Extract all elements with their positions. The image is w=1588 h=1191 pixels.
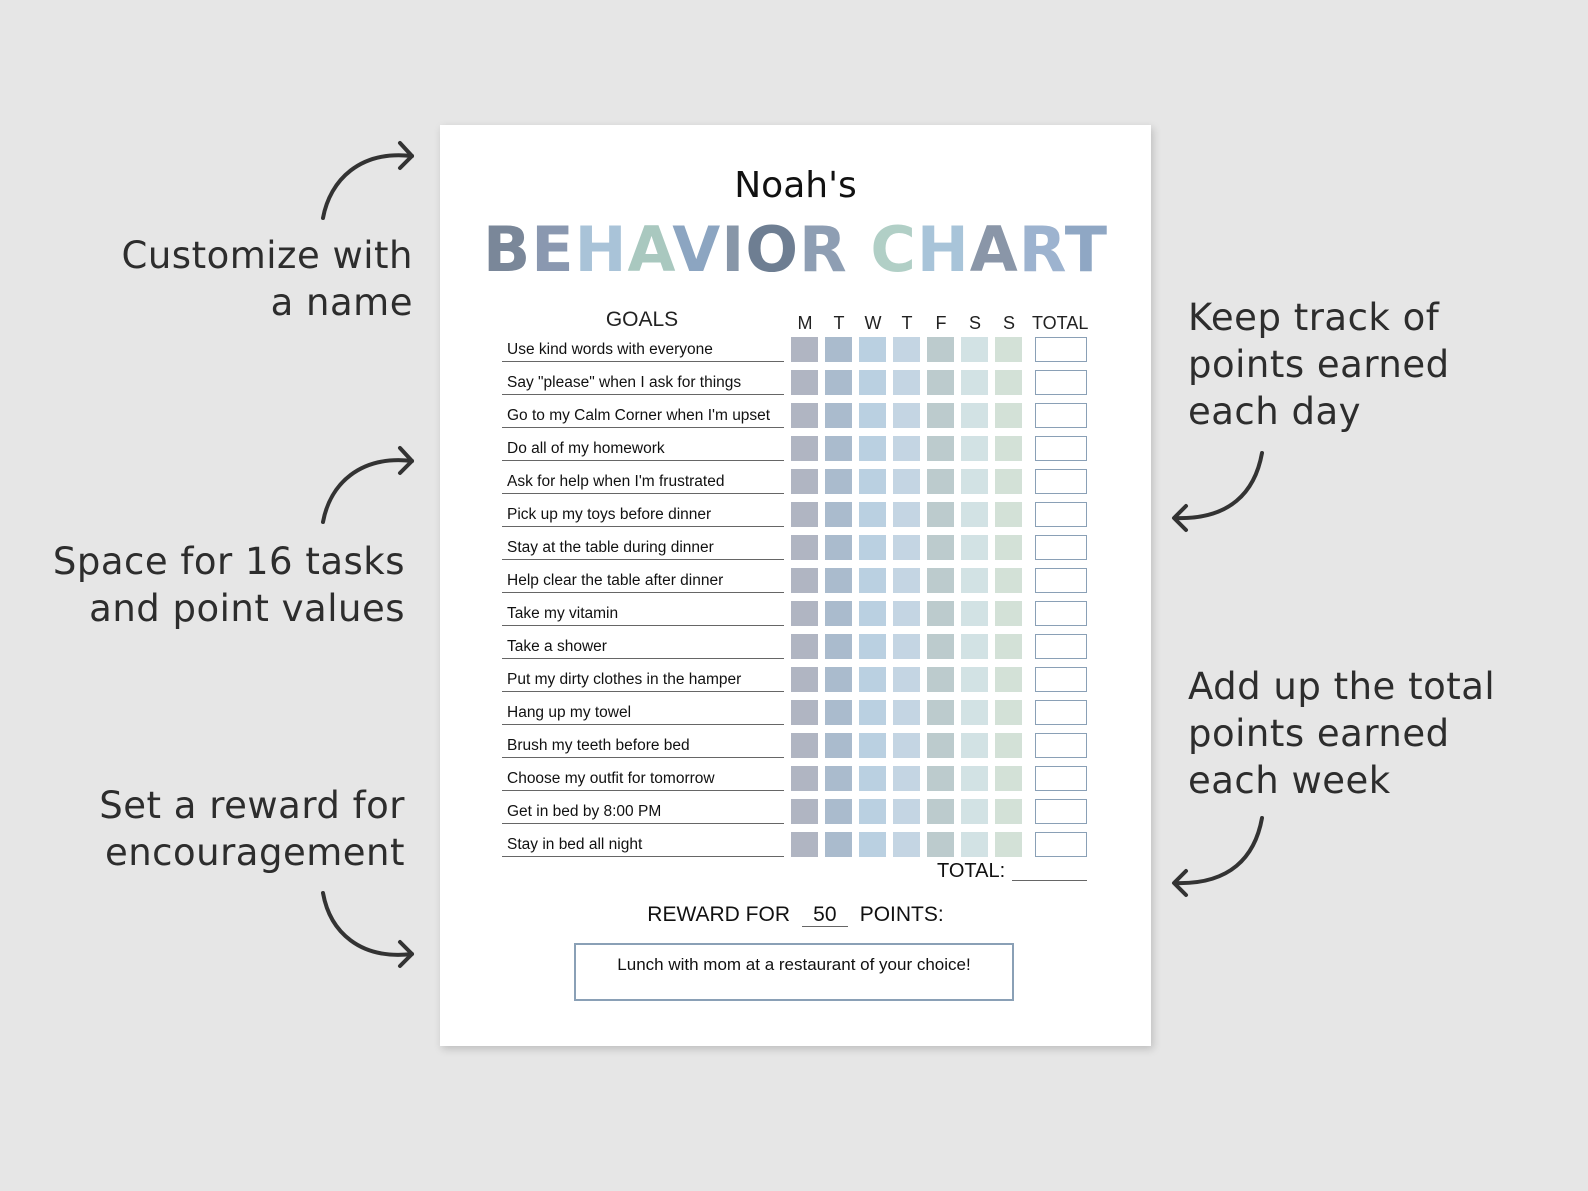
day-point-cell[interactable]	[791, 535, 818, 560]
goal-label: Help clear the table after dinner	[502, 571, 784, 593]
goal-label: Brush my teeth before bed	[502, 736, 784, 758]
day-point-cell[interactable]	[893, 733, 920, 758]
callout-daily-line1: Keep track of	[1188, 296, 1440, 339]
callout-tasks-line2: and point values	[89, 587, 405, 630]
arrow-reward-icon	[323, 893, 412, 966]
day-point-cell[interactable]	[995, 733, 1022, 758]
day-point-cell[interactable]	[995, 436, 1022, 461]
day-point-cell[interactable]	[859, 403, 886, 428]
day-point-cell[interactable]	[893, 370, 920, 395]
day-point-cell[interactable]	[927, 766, 954, 791]
day-point-cell[interactable]	[791, 700, 818, 725]
week-total-label: TOTAL:	[937, 860, 1006, 882]
title-letter: C	[870, 213, 917, 286]
day-point-cell[interactable]	[859, 700, 886, 725]
day-point-cell[interactable]	[825, 568, 852, 593]
day-header: T	[901, 313, 913, 333]
day-point-cell[interactable]	[995, 766, 1022, 791]
day-point-cell[interactable]	[961, 370, 988, 395]
day-point-cell[interactable]	[995, 502, 1022, 527]
goal-label: Stay at the table during dinner	[502, 538, 784, 560]
reward-points-field[interactable]: 50	[802, 904, 848, 927]
day-point-cell[interactable]	[893, 766, 920, 791]
day-point-cell[interactable]	[961, 832, 988, 857]
day-point-cell[interactable]	[961, 700, 988, 725]
callout-weekly-line3: each week	[1188, 759, 1391, 802]
callout-reward-line2: encouragement	[104, 831, 405, 874]
goal-row	[440, 370, 1151, 403]
row-total-box[interactable]	[1035, 502, 1087, 527]
day-point-cell[interactable]	[791, 337, 818, 362]
goal-label: Hang up my towel	[502, 703, 784, 725]
goal-row	[440, 700, 1151, 733]
title-letter: R	[1018, 213, 1065, 286]
row-total-box[interactable]	[1035, 700, 1087, 725]
goal-row	[440, 469, 1151, 502]
title-letter: I	[721, 213, 746, 286]
day-point-cell[interactable]	[961, 436, 988, 461]
goal-label: Pick up my toys before dinner	[502, 505, 784, 527]
callout-daily-line2: points earned	[1188, 343, 1450, 386]
goal-label: Get in bed by 8:00 PM	[502, 802, 784, 824]
goal-label: Take a shower	[502, 637, 784, 659]
day-point-cell[interactable]	[961, 469, 988, 494]
day-point-cell[interactable]	[995, 469, 1022, 494]
day-point-cell[interactable]	[893, 832, 920, 857]
day-point-cell[interactable]	[825, 799, 852, 824]
day-point-cell[interactable]	[995, 370, 1022, 395]
callout-reward-line1: Set a reward for	[99, 784, 405, 827]
day-point-cell[interactable]	[961, 601, 988, 626]
day-point-cell[interactable]	[825, 700, 852, 725]
day-point-cell[interactable]	[893, 502, 920, 527]
row-total-box[interactable]	[1035, 634, 1087, 659]
day-point-cell[interactable]	[995, 667, 1022, 692]
day-point-cell[interactable]	[927, 337, 954, 362]
goal-row	[440, 436, 1151, 469]
title-letter: A	[969, 213, 1019, 286]
day-point-cell[interactable]	[859, 634, 886, 659]
row-total-box[interactable]	[1035, 832, 1087, 857]
day-point-cell[interactable]	[961, 403, 988, 428]
goal-label: Say "please" when I ask for things	[502, 373, 784, 395]
callout-tasks-line1: Space for 16 tasks	[52, 540, 405, 583]
goal-row	[440, 337, 1151, 370]
day-point-cell[interactable]	[927, 799, 954, 824]
day-point-cell[interactable]	[927, 502, 954, 527]
week-total-field[interactable]	[1012, 880, 1087, 881]
day-point-cell[interactable]	[893, 535, 920, 560]
day-point-cell[interactable]	[961, 733, 988, 758]
day-point-cell[interactable]	[825, 634, 852, 659]
title-letter: T	[1064, 213, 1109, 286]
day-point-cell[interactable]	[791, 436, 818, 461]
day-point-cell[interactable]	[825, 766, 852, 791]
day-point-cell[interactable]	[927, 469, 954, 494]
day-point-cell[interactable]	[859, 469, 886, 494]
day-point-cell[interactable]	[893, 799, 920, 824]
goal-label: Choose my outfit for tomorrow	[502, 769, 784, 791]
behavior-chart-title	[440, 213, 1151, 286]
title-letter: O	[745, 213, 800, 286]
day-point-cell[interactable]	[791, 502, 818, 527]
goal-row	[440, 601, 1151, 634]
day-point-cell[interactable]	[961, 634, 988, 659]
day-point-cell[interactable]	[791, 799, 818, 824]
day-point-cell[interactable]	[791, 733, 818, 758]
day-point-cell[interactable]	[825, 469, 852, 494]
goal-row	[440, 535, 1151, 568]
goal-row	[440, 403, 1151, 436]
day-point-cell[interactable]	[927, 436, 954, 461]
day-point-cell[interactable]	[825, 535, 852, 560]
row-total-box[interactable]	[1035, 568, 1087, 593]
goal-label: Put my dirty clothes in the hamper	[502, 670, 784, 692]
day-point-cell[interactable]	[893, 601, 920, 626]
day-point-cell[interactable]	[961, 502, 988, 527]
day-point-cell[interactable]	[995, 535, 1022, 560]
day-point-cell[interactable]	[859, 733, 886, 758]
day-point-cell[interactable]	[791, 568, 818, 593]
callout-customize-line1: Customize with	[121, 234, 413, 277]
goal-label: Stay in bed all night	[502, 835, 784, 857]
day-header: M	[797, 313, 813, 333]
day-point-cell[interactable]	[859, 601, 886, 626]
day-point-cell[interactable]	[961, 535, 988, 560]
goals-header: GOALS	[605, 308, 679, 331]
day-point-cell[interactable]	[791, 601, 818, 626]
day-header: S	[968, 313, 981, 333]
day-point-cell[interactable]	[961, 799, 988, 824]
reward-text-box[interactable]: Lunch with mom at a restaurant of your choice!	[574, 943, 1014, 1001]
day-point-cell[interactable]	[927, 832, 954, 857]
day-point-cell[interactable]	[859, 535, 886, 560]
goal-label: Ask for help when I'm frustrated	[502, 472, 784, 494]
day-point-cell[interactable]	[791, 469, 818, 494]
day-point-cell[interactable]	[995, 634, 1022, 659]
day-point-cell[interactable]	[995, 568, 1022, 593]
goal-label: Do all of my homework	[502, 439, 784, 461]
row-total-box[interactable]	[1035, 766, 1087, 791]
day-header: T	[833, 313, 845, 333]
title-letter: V	[672, 213, 722, 286]
child-name-title: Noah's	[734, 165, 857, 206]
day-point-cell[interactable]	[825, 667, 852, 692]
day-point-cell[interactable]	[859, 502, 886, 527]
day-point-cell[interactable]	[995, 337, 1022, 362]
day-point-cell[interactable]	[859, 667, 886, 692]
day-point-cell[interactable]	[791, 832, 818, 857]
day-point-cell[interactable]	[791, 667, 818, 692]
row-total-box[interactable]	[1035, 733, 1087, 758]
day-point-cell[interactable]	[927, 700, 954, 725]
day-header: F	[935, 313, 947, 333]
goal-row	[440, 568, 1151, 601]
goal-label: Use kind words with everyone	[502, 340, 784, 362]
title-letter: E	[531, 213, 575, 286]
day-point-cell[interactable]	[825, 733, 852, 758]
row-total-box[interactable]	[1035, 337, 1087, 362]
day-point-cell[interactable]	[927, 535, 954, 560]
day-point-cell[interactable]	[859, 568, 886, 593]
day-point-cell[interactable]	[791, 370, 818, 395]
day-point-cell[interactable]	[859, 436, 886, 461]
title-letter: A	[627, 213, 673, 286]
title-letter: B	[482, 213, 532, 286]
day-point-cell[interactable]	[927, 667, 954, 692]
day-point-cell[interactable]	[859, 766, 886, 791]
day-header: S	[1002, 313, 1015, 333]
day-point-cell[interactable]	[893, 337, 920, 362]
day-point-cell[interactable]	[995, 601, 1022, 626]
day-point-cell[interactable]	[927, 403, 954, 428]
day-point-cell[interactable]	[859, 337, 886, 362]
title-letter: H	[574, 213, 628, 286]
title-letter: R	[799, 213, 848, 286]
day-header: W	[864, 313, 882, 333]
goal-row	[440, 832, 1151, 865]
callout-customize-line2: a name	[270, 281, 413, 324]
day-point-cell[interactable]	[893, 634, 920, 659]
row-total-box[interactable]	[1035, 601, 1087, 626]
goal-row	[440, 799, 1151, 832]
day-point-cell[interactable]	[927, 568, 954, 593]
day-point-cell[interactable]	[995, 403, 1022, 428]
day-point-cell[interactable]	[893, 700, 920, 725]
day-point-cell[interactable]	[893, 568, 920, 593]
arrow-daily-icon	[1174, 453, 1262, 530]
day-point-cell[interactable]	[995, 832, 1022, 857]
day-point-cell[interactable]	[961, 337, 988, 362]
row-total-box[interactable]	[1035, 667, 1087, 692]
callout-weekly-line2: points earned	[1188, 712, 1450, 755]
callout-weekly-line1: Add up the total	[1188, 665, 1496, 708]
title-letter	[848, 213, 871, 286]
day-point-cell[interactable]	[825, 601, 852, 626]
goal-row	[440, 766, 1151, 799]
goal-row	[440, 634, 1151, 667]
reward-suffix: POINTS:	[859, 903, 944, 926]
day-point-cell[interactable]	[995, 700, 1022, 725]
day-point-cell[interactable]	[927, 370, 954, 395]
day-point-cell[interactable]	[893, 469, 920, 494]
behavior-chart-sheet	[440, 125, 1151, 1046]
day-point-cell[interactable]	[791, 403, 818, 428]
day-point-cell[interactable]	[859, 799, 886, 824]
day-point-cell[interactable]	[995, 799, 1022, 824]
day-point-cell[interactable]	[961, 667, 988, 692]
row-total-box[interactable]	[1035, 370, 1087, 395]
goal-label: Take my vitamin	[502, 604, 784, 626]
day-point-cell[interactable]	[893, 436, 920, 461]
day-point-cell[interactable]	[961, 568, 988, 593]
day-point-cell[interactable]	[859, 370, 886, 395]
callout-daily-line3: each day	[1188, 390, 1362, 433]
day-point-cell[interactable]	[825, 337, 852, 362]
row-total-box[interactable]	[1035, 469, 1087, 494]
day-point-cell[interactable]	[859, 832, 886, 857]
title-letter: H	[916, 213, 970, 286]
arrow-tasks-icon	[323, 448, 412, 522]
total-column-header: TOTAL	[1032, 313, 1089, 333]
day-point-cell[interactable]	[893, 403, 920, 428]
goal-row	[440, 502, 1151, 535]
row-total-box[interactable]	[1035, 535, 1087, 560]
day-point-cell[interactable]	[825, 502, 852, 527]
goal-label: Go to my Calm Corner when I'm upset	[502, 406, 784, 428]
day-point-cell[interactable]	[893, 667, 920, 692]
goal-row	[440, 733, 1151, 766]
day-point-cell[interactable]	[791, 634, 818, 659]
day-point-cell[interactable]	[791, 766, 818, 791]
row-total-box[interactable]	[1035, 403, 1087, 428]
day-point-cell[interactable]	[927, 601, 954, 626]
arrow-weekly-icon	[1174, 818, 1262, 895]
row-total-box[interactable]	[1035, 436, 1087, 461]
day-point-cell[interactable]	[927, 634, 954, 659]
day-point-cell[interactable]	[961, 766, 988, 791]
reward-heading	[440, 903, 1151, 927]
day-point-cell[interactable]	[825, 436, 852, 461]
reward-prefix: REWARD FOR	[647, 903, 790, 926]
day-point-cell[interactable]	[825, 832, 852, 857]
day-point-cell[interactable]	[825, 403, 852, 428]
day-point-cell[interactable]	[927, 733, 954, 758]
day-point-cell[interactable]	[825, 370, 852, 395]
goal-row	[440, 667, 1151, 700]
row-total-box[interactable]	[1035, 799, 1087, 824]
arrow-customize-icon	[323, 143, 412, 218]
